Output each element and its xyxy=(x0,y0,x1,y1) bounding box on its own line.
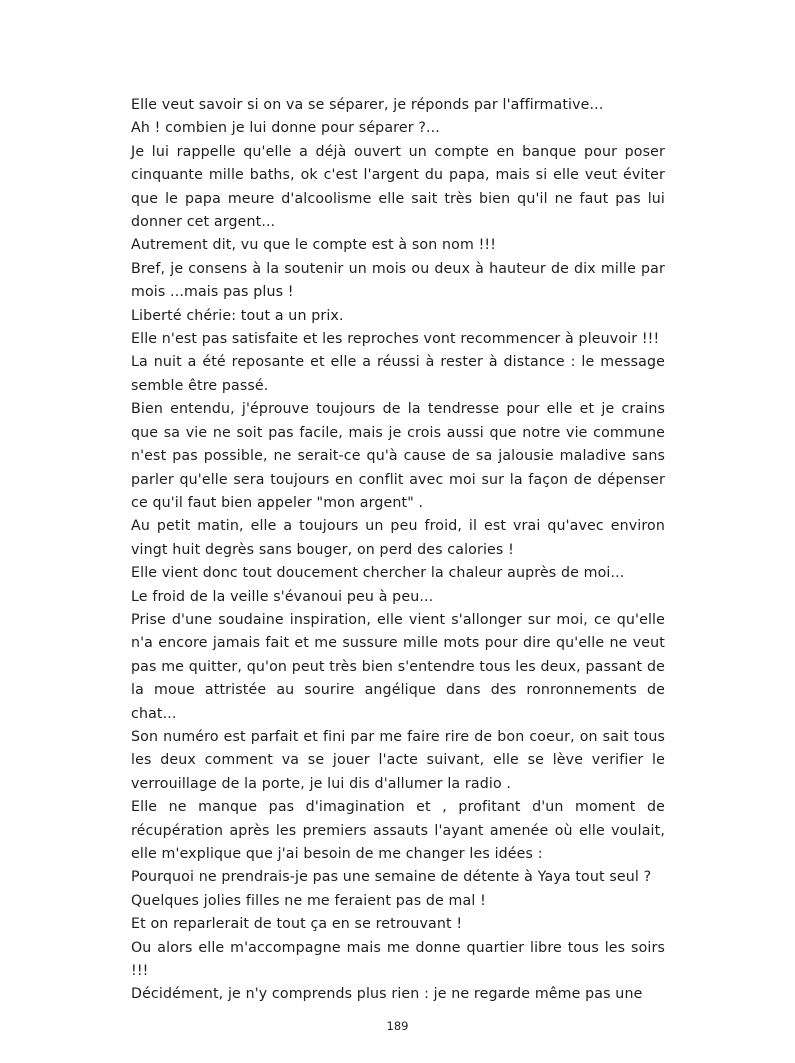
paragraph: Et on reparlerait de tout ça en se retrouvant ! xyxy=(131,916,463,933)
paragraph: Bien entendu, j'éprouve toujours de la tendresse pour elle et je crains que sa vie ne soit pas facile, mais je crois aussi que notre vie commune n'est pas possible, ne serait-ce qu'à cause de sa jalousie maladive sans parler qu'elle sera toujours en conflit avec moi sur la façon de dépenser ce qu'il faut bien appeler "mon argent" . xyxy=(131,401,665,511)
paragraph: Autrement dit, vu que le compte est à son nom !!! xyxy=(131,237,497,254)
paragraph: La nuit a été reposante et elle a réussi à rester à distance : le message semble être passé. xyxy=(131,354,665,394)
paragraph: Pourquoi ne prendrais-je pas une semaine de détente à Yaya tout seul ? xyxy=(131,869,652,886)
paragraph: Elle ne manque pas d'imagination et , profitant d'un moment de récupération après les premiers assauts l'ayant amenée où elle voulait, elle m'explique que j'ai besoin de me changer les idées : xyxy=(131,799,665,862)
paragraph: Elle vient donc tout doucement chercher la chaleur auprès de moi... xyxy=(131,565,625,582)
paragraph: Ou alors elle m'accompagne mais me donne quartier libre tous les soirs !!! xyxy=(131,939,665,980)
paragraph: Bref, je consens à la soutenir un mois ou deux à hauteur de dix mille par mois ...mais pas plus ! xyxy=(131,260,665,301)
paragraph: Elle veut savoir si on va se séparer, je réponds par l'affirmative... xyxy=(131,97,604,113)
paragraph: Elle n'est pas satisfaite et les reproches vont recommencer à pleuvoir !!! xyxy=(131,331,660,348)
paragraph: Ah ! combien je lui donne pour séparer ?... xyxy=(131,120,440,137)
paragraph: Prise d'une soudaine inspiration, elle vient s'allonger sur moi, ce qu'elle n'a encore jamais fait et me sussure mille mots pour dire qu'elle ne veut pas me quitter, qu'on peut très bien s'entendre tous les deux, passant de la moue attristée au sourire angélique dans des ronronnements de chat... xyxy=(131,611,665,722)
paragraph: Liberté chérie: tout a un prix. xyxy=(131,307,344,324)
page-text-body xyxy=(131,94,665,1007)
paragraph: Décidément, je n'y comprends plus rien : je ne regarde même pas une xyxy=(131,986,643,1003)
paragraph: Au petit matin, elle a toujours un peu froid, il est vrai qu'avec environ vingt huit degrès sans bouger, on perd des calories ! xyxy=(131,518,665,558)
paragraph: Quelques jolies filles ne me feraient pas de mal ! xyxy=(131,892,486,909)
paragraph: Le froid de la veille s'évanoui peu à peu... xyxy=(131,588,434,605)
paragraph: Je lui rappelle qu'elle a déjà ouvert un compte en banque pour poser cinquante mille baths, ok c'est l'argent du papa, mais si elle veut éviter que le papa meure d'alcoolisme elle sait très bien qu'il ne faut pas lui donner cet argent... xyxy=(131,143,665,231)
page-number: 189 xyxy=(386,1019,409,1033)
paragraph: Son numéro est parfait et fini par me faire rire de bon coeur, on sait tous les deux comment va se jouer l'acte suivant, elle se lève verifier le verrouillage de la porte, je lui dis d'allumer la radio . xyxy=(131,728,665,792)
